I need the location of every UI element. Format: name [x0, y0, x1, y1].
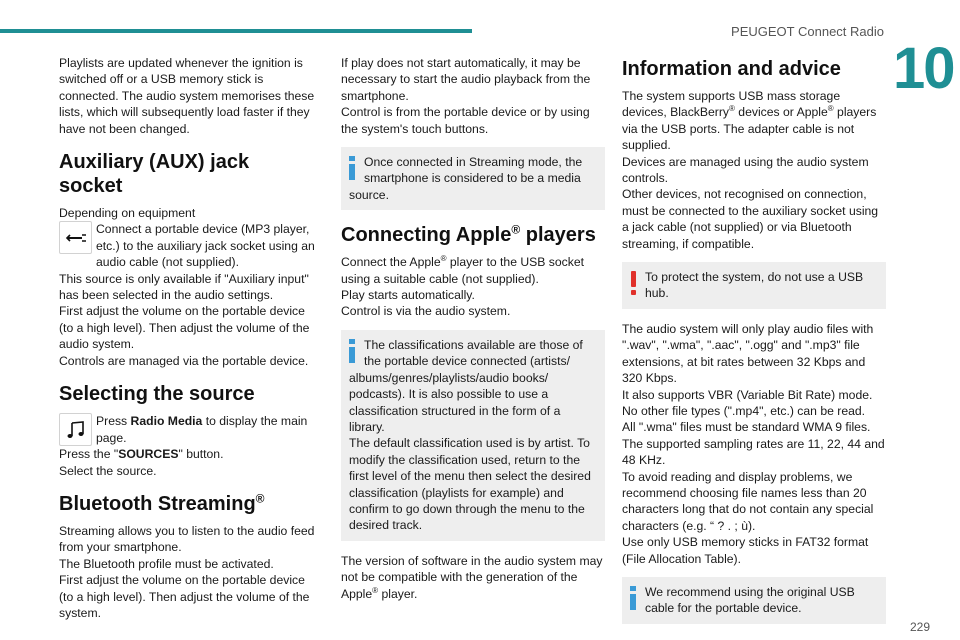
- bt-paragraph-2: The Bluetooth profile must be activated.: [59, 556, 274, 571]
- registered-mark: ®: [372, 585, 379, 595]
- playlists-paragraph: Playlists are updated whenever the ignition is switched off or a USB memory stick is connected. The audio system memorises these lists, which will subsequently load faster if they have not been changed.: [59, 56, 315, 136]
- header-accent-bar: [0, 29, 472, 33]
- registered-mark: ®: [440, 254, 447, 264]
- warning-icon: [630, 271, 636, 295]
- info-note-cable: [622, 577, 886, 624]
- vbr-paragraph: It also supports VBR (Variable Bit Rate) mode.: [622, 387, 873, 402]
- usb-text-c: players via the USB ports. The adapter cable is not supplied.: [622, 105, 877, 153]
- bt-paragraph-3: First adjust the volume on the portable device (to a high level). Then adjust the volume of the system.: [59, 573, 310, 620]
- info-note-streaming: [341, 147, 605, 210]
- no-other-types-paragraph: No other file types (".mp4", etc.) can be read.: [622, 403, 866, 418]
- playback-paragraph: If play does not start automatically, it may be necessary to start the audio playback from the smartphone.: [341, 56, 591, 103]
- other-devices-paragraph: Other devices, not recognised on connection, must be connected to the auxiliary socket using a jack cable (not supplied) or via Bluetooth streaming, if compatible.: [622, 187, 879, 251]
- bt-paragraph-1: Streaming allows you to listen to the audio feed from your smartphone.: [59, 523, 315, 555]
- radio-media-label: Radio Media: [130, 414, 203, 429]
- apple-paragraph-1: [341, 254, 605, 287]
- usb-support-paragraph: [622, 88, 886, 154]
- select-source-paragraph: Select the source.: [59, 463, 157, 478]
- control-paragraph: Control is from the portable device or by using the system's touch buttons.: [341, 105, 590, 136]
- registered-mark: ®: [511, 222, 521, 237]
- header-title: PEUGEOT Connect Radio: [731, 24, 884, 39]
- note-streaming-text: Once connected in Streaming mode, the smartphone is considered to be a media source.: [349, 155, 583, 202]
- wma-paragraph: All ".wma" files must be standard WMA 9 files.: [622, 420, 871, 435]
- software-text-a: The version of software in the audio system may not be compatible with the generation of the Apple: [341, 553, 603, 601]
- apple-paragraph-3: Control is via the audio system.: [341, 304, 511, 319]
- apple-paragraph-2: Play starts automatically.: [341, 288, 475, 303]
- select-rest: to display the main page.: [96, 414, 308, 445]
- column-3: [622, 55, 886, 636]
- music-note-icon: [59, 413, 92, 446]
- usb-text-b: devices or Apple: [734, 105, 828, 120]
- chapter-number: 10: [893, 36, 954, 101]
- sampling-paragraph: The supported sampling rates are 11, 22, 44 and 48 KHz.: [622, 436, 885, 468]
- aux-instruction: [59, 221, 317, 270]
- info-advice-heading: Information and advice: [622, 58, 841, 80]
- select-source-heading: Selecting the source: [59, 383, 255, 406]
- registered-mark: ®: [827, 104, 834, 114]
- aux-equipment-text: Depending on equipment: [59, 206, 196, 221]
- apple-heading: [341, 223, 605, 247]
- registered-mark: ®: [255, 491, 265, 506]
- aux-controls-paragraph: Controls are managed via the portable device.: [59, 353, 309, 368]
- filenames-paragraph: To avoid reading and display problems, we recommend choosing file names less than 20 characters long that do not contain any special characters (e.g. “ ? . ; ù).: [622, 469, 874, 533]
- select-instruction: [59, 413, 317, 446]
- select-press: Press: [96, 414, 131, 429]
- page-number: 229: [909, 620, 930, 634]
- software-text-b: player.: [378, 586, 418, 601]
- apple-p1-a: Connect the Apple: [341, 255, 441, 270]
- aux-volume-paragraph: First adjust the volume on the portable device (to a high level). Then adjust the volume of the audio system.: [59, 304, 310, 352]
- usb-text-a: The system supports USB mass storage devices, BlackBerry: [622, 89, 841, 120]
- note-classifications-text: The classifications available are those of the portable device connected (artists/ albums/genres/playlists/audio books/ podcasts). It is also possible to use a classification structured in the form of a library.: [349, 337, 583, 434]
- aux-instruction-text: Connect a portable device (MP3 player, etc.) to the auxiliary jack socket using an audio cable (not supplied).: [96, 222, 315, 270]
- apple-p1-b: player to the USB socket using a suitable cable (not supplied).: [341, 255, 585, 286]
- warning-text: To protect the system, do not use a USB hub.: [645, 270, 864, 301]
- warning-note-usb-hub: [622, 262, 886, 309]
- bluetooth-heading: [59, 492, 317, 516]
- note-cable-text: We recommend using the original USB cable for the portable device.: [645, 584, 855, 616]
- info-note-classifications: [341, 330, 605, 541]
- software-paragraph: [341, 553, 605, 602]
- devices-paragraph: Devices are managed using the audio system controls.: [622, 154, 869, 186]
- note-default-text: The default classification used is by artist. To modify the classification used, return to the first level of the menu then select the desired classification (playlists for example) and confirm to go down through the menu to the desired track.: [349, 436, 591, 533]
- sources-label: SOURCES: [118, 447, 179, 462]
- info-icon: [349, 339, 355, 363]
- aux-source-paragraph: This source is only available if "Auxiliary input" has been selected in the audio settings.: [59, 271, 309, 303]
- jack-plug-icon: [59, 221, 92, 254]
- info-icon: [349, 156, 355, 180]
- file-types-paragraph: The audio system will only play audio files with ".wav", ".wma", ".aac", ".ogg" and ".mp3" file extensions, at bit rates between 32 Kbps and 320 Kbps.: [622, 321, 874, 386]
- apple-heading-end: players: [520, 224, 596, 247]
- sources-rest: " button.: [178, 447, 224, 462]
- apple-heading-text: Connecting Apple: [341, 224, 512, 247]
- column-1: [59, 55, 317, 621]
- fat32-paragraph: Use only USB memory sticks in FAT32 format (File Allocation Table).: [622, 535, 869, 566]
- column-2: [341, 55, 605, 602]
- aux-heading: Auxiliary (AUX) jack socket: [59, 151, 250, 198]
- sources-press: Press the ": [59, 447, 119, 462]
- info-icon: [630, 586, 636, 610]
- registered-mark: ®: [729, 104, 735, 114]
- sources-paragraph: [59, 446, 317, 462]
- bluetooth-heading-text: Bluetooth Streaming: [59, 492, 256, 515]
